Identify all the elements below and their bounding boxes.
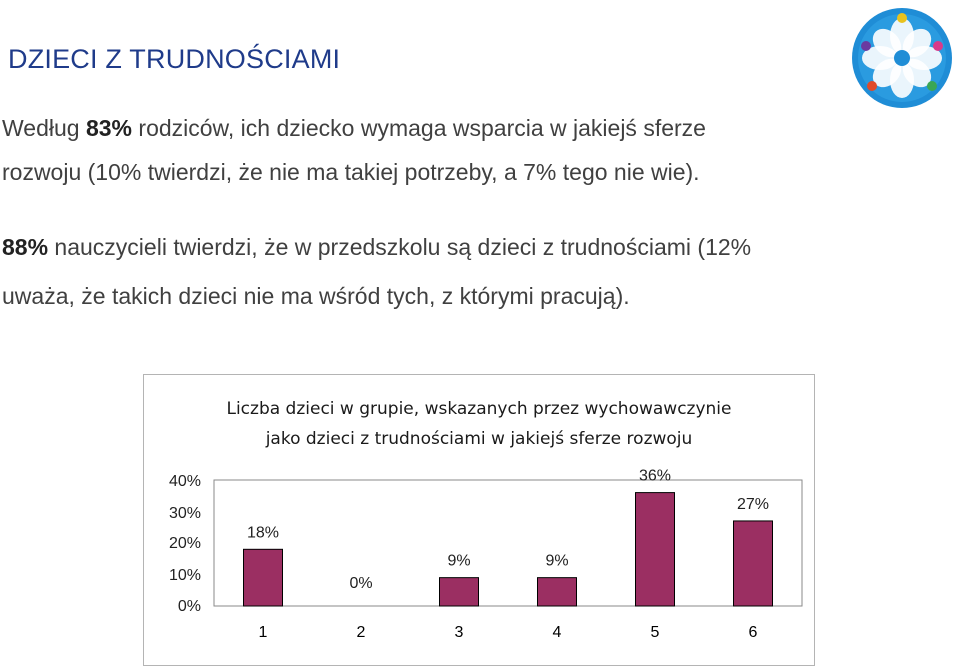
- y-tick-label: 30%: [168, 505, 201, 522]
- y-tick-label: 10%: [168, 567, 201, 584]
- x-tick-label: 6: [748, 624, 758, 641]
- bar-3: [440, 578, 479, 606]
- y-tick-label: 0%: [177, 598, 201, 615]
- text-segment: nauczycieli twierdzi, że w przedszkolu są dzieci z trudnościami (12%: [48, 234, 752, 260]
- text-segment: Według: [2, 115, 86, 141]
- paragraph-teachers-line-1: [2, 235, 751, 259]
- bar-1: [244, 549, 283, 606]
- x-tick-label: 1: [258, 624, 268, 641]
- x-tick-label: 3: [454, 624, 464, 641]
- paragraph-parents-line-2: rozwoju (10% twierdzi, że nie ma takiej potrzeby, a 7% tego nie wie).: [2, 159, 700, 185]
- page-title: DZIECI Z TRUDNOŚCIAMI: [8, 44, 341, 74]
- data-label: 9%: [545, 552, 569, 570]
- x-tick-label: 5: [650, 624, 660, 641]
- percentage-highlight: 88%: [2, 234, 49, 260]
- bar-6: [734, 521, 773, 606]
- bar-4: [538, 578, 577, 606]
- data-label: 27%: [736, 495, 770, 513]
- paragraph-parents-line-1: [2, 116, 706, 140]
- y-tick-label: 40%: [168, 473, 201, 490]
- percentage-highlight: 83%: [85, 115, 133, 141]
- data-label: 0%: [349, 575, 373, 592]
- flower-logo-icon: [850, 6, 954, 110]
- bar-5: [636, 493, 675, 606]
- data-label: 18%: [246, 524, 280, 542]
- chart-container: [143, 374, 815, 666]
- x-tick-label: 4: [552, 624, 562, 641]
- bar-chart: [144, 375, 816, 667]
- chart-title-line-2: jako dzieci z trudnościami w jakiejś sferze rozwoju: [265, 429, 693, 449]
- plot-area: [214, 480, 802, 606]
- data-label: 9%: [447, 552, 471, 570]
- text-segment: rodziców, ich dziecko wymaga wsparcia w jakiejś sferze: [132, 115, 706, 141]
- data-label: 36%: [638, 467, 672, 485]
- paragraph-teachers-line-2: uważa, że takich dzieci nie ma wśród tych, z którymi pracują).: [2, 283, 630, 309]
- x-tick-label: 2: [356, 624, 366, 641]
- chart-title-line-1: Liczba dzieci w grupie, wskazanych przez wychowawczynie: [226, 399, 732, 419]
- y-tick-label: 20%: [168, 535, 201, 552]
